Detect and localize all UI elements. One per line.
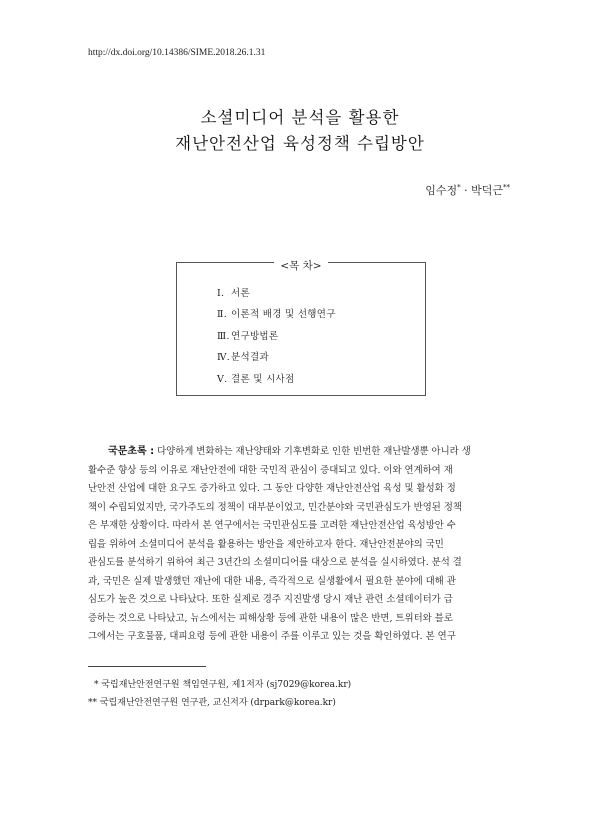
korean-abstract — [88, 443, 513, 647]
abstract-keyword: 국문초록 : — [108, 446, 155, 457]
abstract-line — [88, 443, 513, 462]
paper-title-line-1: 소셜미디어 분석을 활용한 — [200, 108, 400, 127]
toc-item-number: Ⅴ. — [217, 373, 228, 385]
footnote-author-2: ** 국립재난안전연구원 연구관, 교신저자 (drpark@korea.kr) — [88, 698, 336, 708]
toc-heading-wrap — [177, 254, 425, 273]
abstract-line: 관심도를 분석하기 위하여 최근 3년간의 소셜미디어를 대상으로 분석을 실시하였다. 분석 결 — [88, 557, 462, 568]
author-line — [425, 182, 510, 198]
abstract-line: 난안전 산업에 대한 요구도 증가하고 있다. 그 동안 다양한 재난안전산업 육성 및 활성화 정 — [88, 483, 456, 494]
table-of-contents — [176, 262, 426, 396]
toc-item — [217, 349, 336, 370]
toc-item-label: 서론 — [231, 288, 250, 299]
abstract-line: 립을 위하여 소셜미디어 분석을 활용하는 방안을 제안하고자 한다. 재난안전분야의 국민 — [88, 538, 444, 550]
toc-item-label: 결론 및 시사점 — [231, 373, 295, 385]
toc-item — [217, 371, 336, 392]
toc-list — [217, 285, 336, 392]
paper-title-line-2: 재난안전산업 육성정책 수립방안 — [175, 134, 425, 153]
author-2-name: 박덕근 — [471, 184, 503, 197]
toc-item — [217, 285, 336, 306]
author-2-mark: ** — [503, 183, 510, 192]
author-1-name: 임수정 — [425, 184, 458, 197]
abstract-line: 책이 수립되었지만, 국가주도의 정책이 대부분이었고, 민간분야와 국민관심도가 반영된 정책 — [88, 501, 462, 513]
toc-item-number: Ⅰ. — [217, 288, 225, 299]
abstract-line: 그에서는 구호물품, 대피요령 등에 관한 내용이 주를 이루고 있는 것을 확인하였다. 본 연구 — [88, 631, 456, 642]
toc-heading: <목 차> — [274, 260, 327, 272]
abstract-text: 다양하게 변화하는 재난양태와 기후변화로 인한 빈번한 재난발생뿐 아니라 생 — [154, 446, 471, 457]
abstract-line: 증하는 것으로 나타났고, 뉴스에서는 피해상황 등에 관한 내용이 많은 반면, 트위터와 블로 — [88, 612, 453, 624]
toc-item — [217, 328, 336, 349]
doi-link[interactable]: http://dx.doi.org/10.14386/SIME.2018.26.1.31 — [88, 48, 266, 58]
toc-item-number: Ⅱ. — [217, 309, 228, 321]
footnote-divider — [88, 666, 206, 667]
author-1-mark: * — [457, 183, 461, 192]
author-separator: · — [460, 184, 472, 197]
toc-item-label: 분석결과 — [231, 352, 269, 364]
toc-item-number: Ⅲ. — [217, 330, 230, 342]
abstract-line: 과, 국민은 실제 발생했던 재난에 대한 내용, 즉각적으로 실생활에서 필요한 분야에 대해 관 — [88, 575, 456, 587]
toc-item-number: Ⅳ. — [217, 352, 231, 364]
abstract-line: 심도가 높은 것으로 나타났다. 또한 실제로 경주 지진발생 당시 재난 관련 소셜데이터가 급 — [88, 594, 453, 605]
toc-item-label: 연구방법론 — [231, 330, 279, 342]
toc-item — [217, 306, 336, 327]
abstract-line: 은 부재한 상황이다. 따라서 본 연구에서는 국민관심도를 고려한 재난안전산업 육성방안 수 — [88, 520, 456, 531]
toc-item-label: 이론적 배경 및 선행연구 — [231, 309, 336, 321]
abstract-line: 활수준 향상 등의 이유로 재난안전에 대한 국민적 관심이 증대되고 있다. 이와 연계하여 재 — [88, 464, 453, 476]
footnote-author-1: * 국립재난안전연구원 책임연구원, 제1저자 (sj7029@korea.kr) — [94, 680, 352, 690]
